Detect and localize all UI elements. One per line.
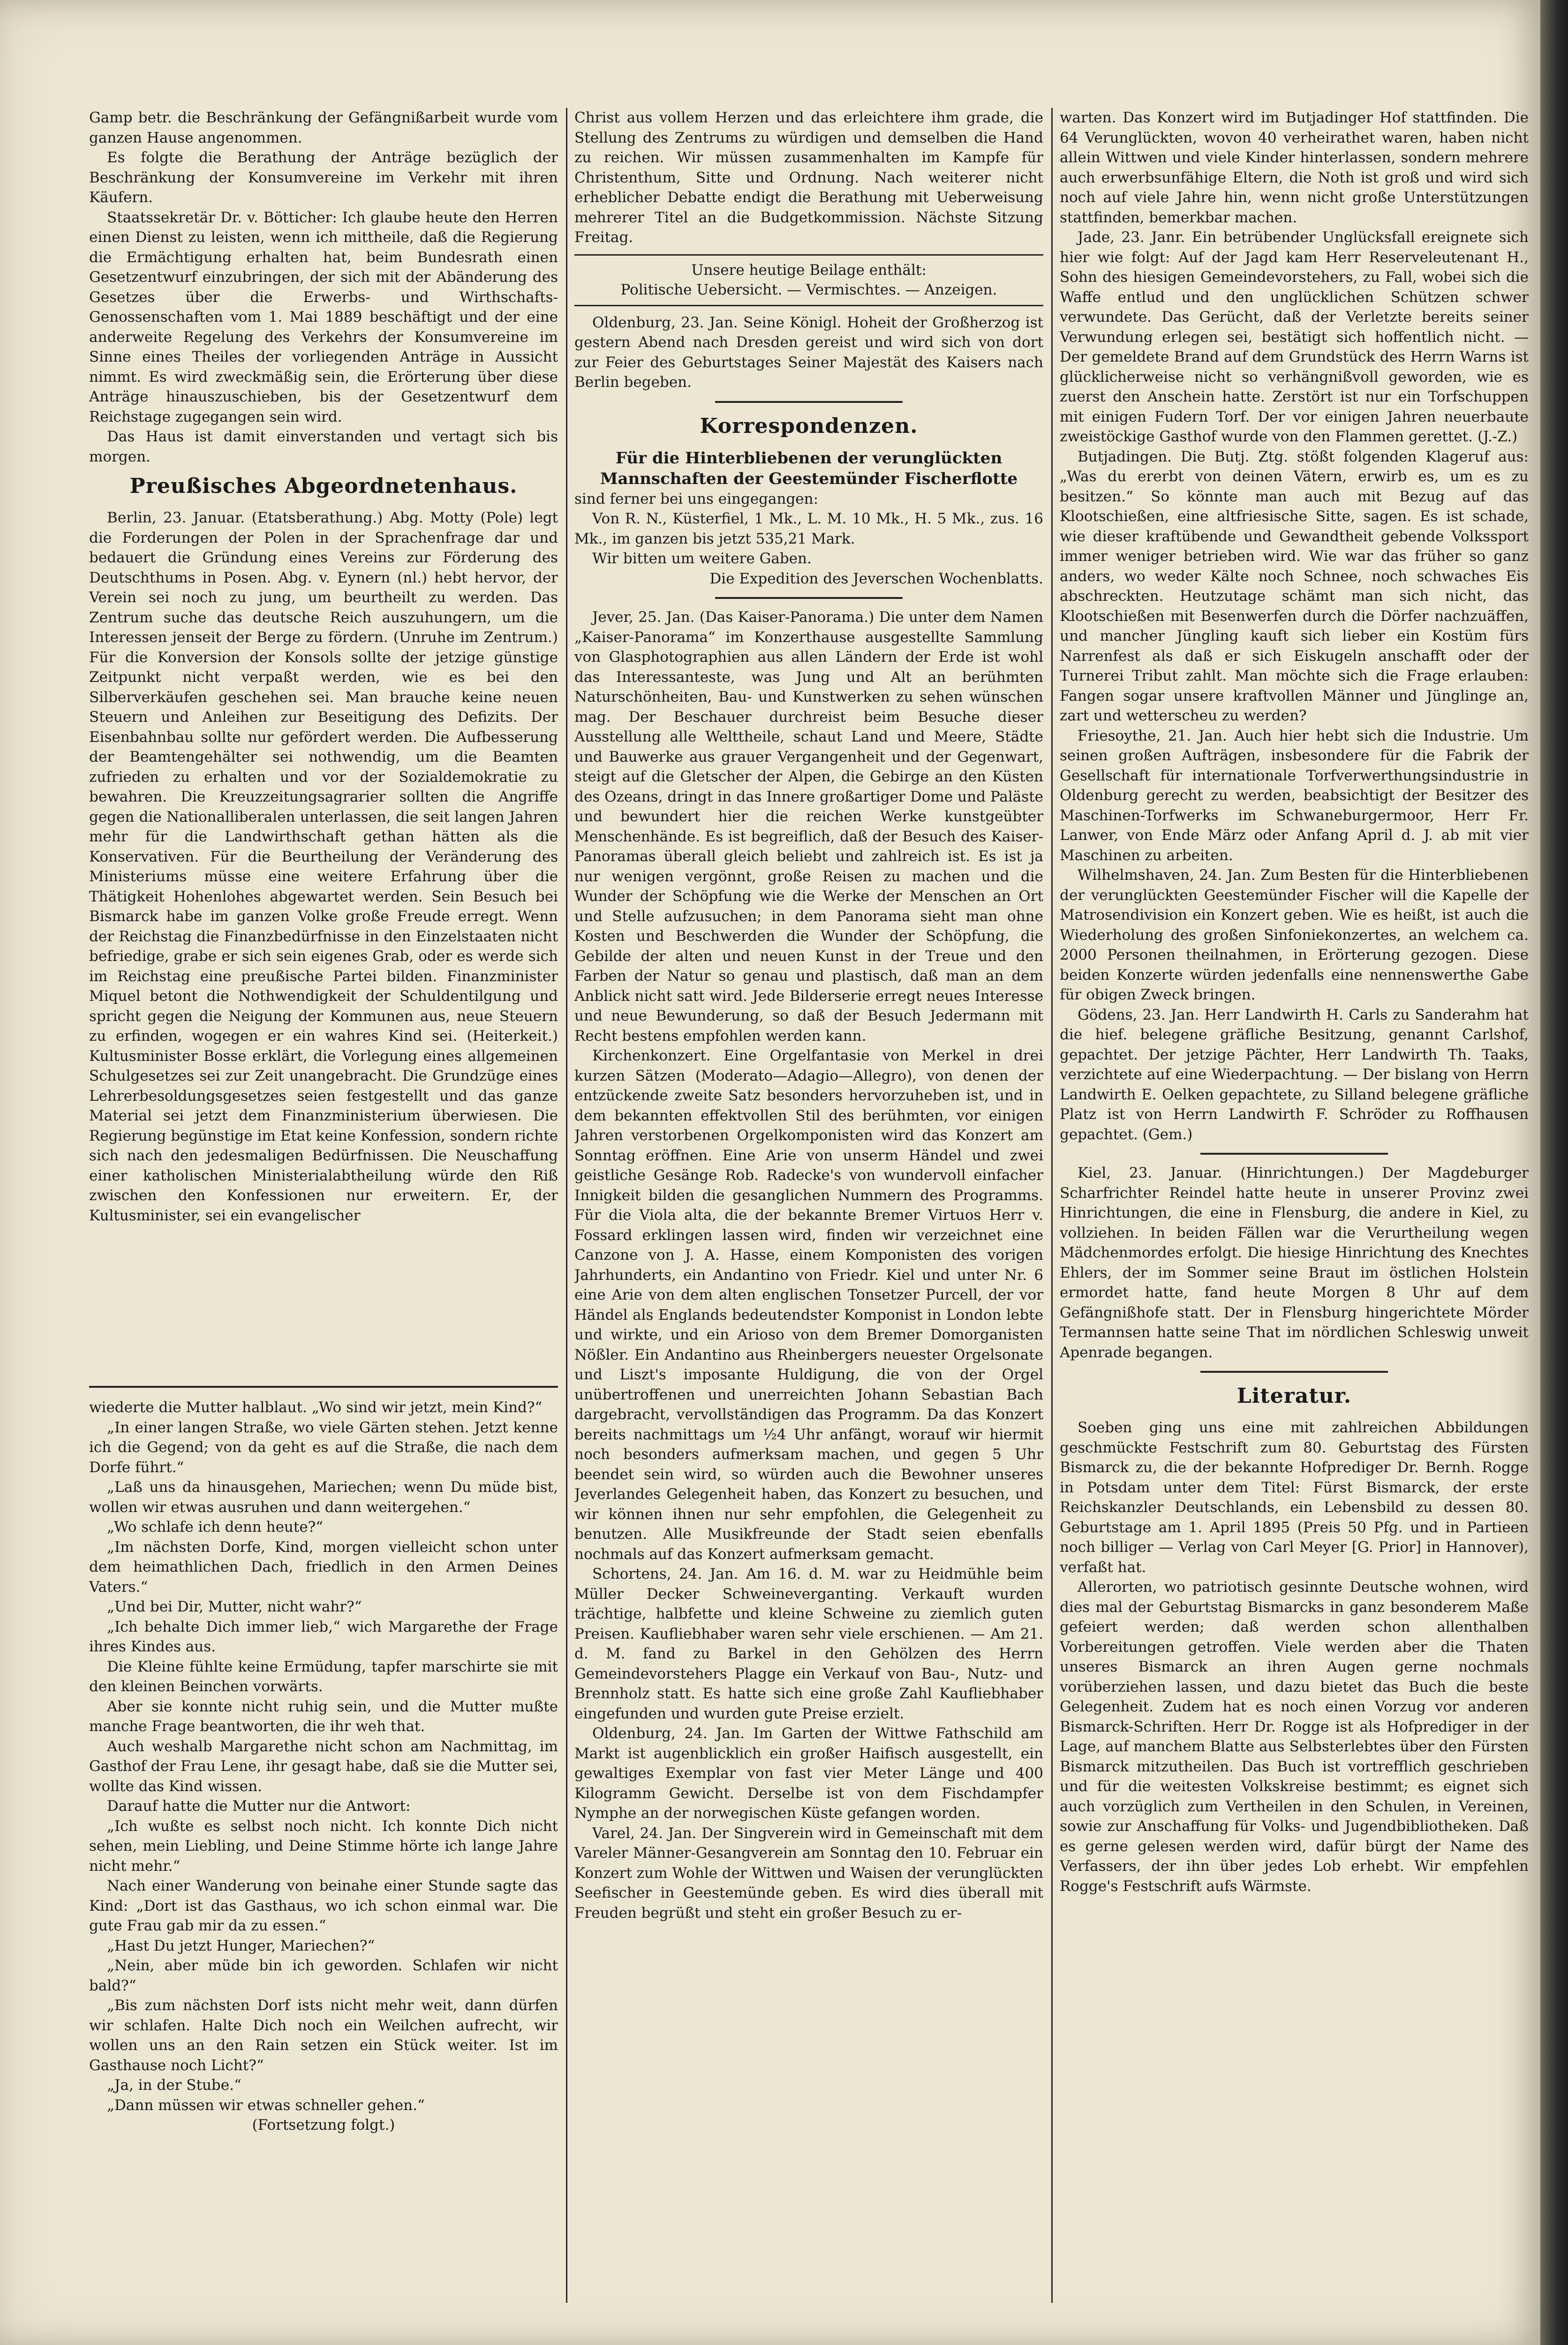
divider <box>715 401 903 403</box>
divider <box>1200 1371 1388 1373</box>
paragraph: Jade, 23. Janr. Ein betrübender Unglücksfall ereignete sich hier wie folgt: Auf der Jagd kam Herr Reserveleutenant H., Sohn des hiesigen Gemeindevorstehers, zu Fall, wobei sich die Waffe entlud und den unglücklichen Schützen schwer verwundete. Das Gerücht, daß der Verletzte bereits seiner Verwundung erlegen sei, bestätigt sich hoffentlich nicht. — Der gemeldete Brand auf dem Grundstück des Herrn Warns ist glücklicherweise nicht so verhängnißvoll geworden, wie es zuerst den Anschein hatte. Zerstört ist nur ein Torfschuppen mit einigen Fudern Torf. Der vor einigen Jahren neuerbaute zweistöckige Gasthof wurde von den Flammen gerettet. (J.-Z.) <box>1060 229 1529 445</box>
continuation-note: (Fortsetzung folgt.) <box>252 2117 395 2133</box>
feuilleton-rule <box>89 1386 558 1388</box>
feuilleton-column <box>89 1398 558 2289</box>
paragraph: „Dann müssen wir etwas schneller gehen.“ <box>107 2096 425 2114</box>
paragraph: Aber sie konnte nicht ruhig sein, und die Mutter mußte manche Frage beantworten, die ihr weh that. <box>89 1698 558 1735</box>
divider <box>1200 1153 1388 1155</box>
column-rule <box>566 108 567 2303</box>
paragraph: wiederte die Mutter halblaut. „Wo sind wir jetzt, mein Kind?“ <box>89 1399 543 1416</box>
paragraph: Auch weshalb Margarethe nicht schon am Nachmittag, im Gasthof der Frau Lene, ihr gesagt habe, daß sie die Mutter sei, wollte das Kind wissen. <box>89 1738 558 1795</box>
paragraph: Gamp betr. die Beschränkung der Gefängnißarbeit wurde vom ganzen Hause angenommen. <box>89 109 558 146</box>
supplement-contents: Politische Uebersicht. — Vermischtes. — Anzeigen. <box>620 281 997 298</box>
paragraph: Varel, 24. Jan. Der Singverein wird in Gemeinschaft mit dem Vareler Männer-Gesangverein am Sonntag den 10. Februar ein Konzert zum Wohle der Wittwen und Waisen der verunglückten Seefischer in Geestemünde geben. Es wird dies überall mit Freuden begrüßt und steht ein großer Besuch zu er- <box>574 1824 1043 1921</box>
paragraph: Nach einer Wanderung von beinahe einer Stunde sagte das Kind: „Dort ist das Gasthaus, wo ich schon einmal war. Die gute Frau gab mir da zu essen.“ <box>89 1877 558 1934</box>
column-rule <box>1051 108 1053 2303</box>
paragraph: „Wo schlafe ich denn heute?“ <box>107 1519 324 1536</box>
paragraph: „Bis zum nächsten Dorf ists nicht mehr weit, dann dürfen wir schlafen. Halte Dich noch ein Weilchen aufrecht, wir wollen uns an den Rain setzen ein Stück weiter. Ist im Gasthause noch Licht?“ <box>89 1997 558 2074</box>
paragraph: „Laß uns da hinausgehen, Mariechen; wenn Du müde bist, wollen wir etwas ausruhen und dann weitergehen.“ <box>89 1479 558 1516</box>
paragraph: sind ferner bei uns eingegangen: <box>574 490 819 507</box>
paragraph: Kirchenkonzert. Eine Orgelfantasie von Merkel in drei kurzen Sätzen (Moderato—Adagio—Allegro), von denen der entzückende zweite Satz besonders hervorzuheben ist, und in dem bekannten effektvollen Stil des berühmten, vor einigen Jahren verstorbenen Orgelkomponisten wird das Konzert am Sonntag eröffnen. Eine Arie von unserm Händel und zwei geistliche Gesänge Rob. Radecke's von wundervoll einfacher Innigkeit bilden die gesanglichen Nummern des Programms. Für die Viola alta, die der bekannte Bremer Virtuos Herr v. Fossard erklingen lassen wird, finden wir verzeichnet eine Canzone von J. A. Hasse, einem Komponisten des vorigen Jahrhunderts, ein Andantino von Friedr. Kiel und unter Nr. 6 eine Arie von dem alten englischen Tonsetzer Purcell, der vor Händel als Englands bedeutendster Komponist in London lebte und wirkte, und ein Arioso von dem Bremer Domorganisten Nößler. Ein Andantino aus Rheinbergers neuester Orgelsonate und Liszt's imposante Huldigung, die von der Orgel unübertroffenen und unerreichten Johann Sebastian Bach dargebracht, vervollständigen das Programm. Da das Konzert bereits nachmittags um ½4 Uhr anfängt, worauf wir hiermit noch besonders aufmerksam machen, und gegen 5 Uhr beendet sein wird, so würden auch die Bewohner unseres Jeverlandes Gelegenheit haben, das Konzert zu besuchen, und wir können ihnen nur sehr empfohlen, die Gelegenheit zu benutzen. Alle Musikfreunde der Stadt seien ebenfalls nochmals auf das Konzert aufmerksam gemacht. <box>574 1047 1043 1563</box>
paragraph: Das Haus ist damit einverstanden und vertagt sich bis morgen. <box>89 428 558 465</box>
supplement-title: Unsere heutige Beilage enthält: <box>691 261 927 279</box>
paragraph: „Hast Du jetzt Hunger, Mariechen?“ <box>107 1937 375 1954</box>
paragraph: Gödens, 23. Jan. Herr Landwirth H. Carls zu Sanderahm hat die hief. belegene gräfliche Besitzung, genannt Carlshof, gepachtet. Der jetzige Pächter, Herr Landwirth Th. Taaks, verzichtete auf eine Wiederpachtung. — Der bislang von Herrn Landwirth E. Oelken gepachtete, zu Silland belegene gräfliche Platz ist von Herrn Landwirth F. Schröder zu Roffhausen gepachtet. (Gem.) <box>1060 1006 1529 1143</box>
paragraph: warten. Das Konzert wird im Butjadinger Hof stattfinden. Die 64 Verunglückten, wovon 40 verheirathet waren, haben nicht allein Wittwen und viele Kinder hinterlassen, sondern mehrere auch erwerbsunfähige Eltern, die Noth ist groß und wird sich noch auf viele Jahre hin, wenn nicht große Unterstützungen stattfinden, bemerkbar machen. <box>1060 109 1529 226</box>
paragraph: Oldenburg, 23. Jan. Seine Königl. Hoheit der Großherzog ist gestern Abend nach Dresden gereist und wird sich von dort zur Feier des Geburtstages Seiner Majestät des Kaisers nach Berlin begeben. <box>574 314 1043 391</box>
paragraph: Darauf hatte die Mutter nur die Antwort: <box>107 1798 411 1815</box>
paragraph: Oldenburg, 24. Jan. Im Garten der Wittwe Fathschild am Markt ist augenblicklich ein großer Haifisch ausgestellt, ein gewaltiges Exemplar von fast vier Meter Länge und 400 Kilogramm Gewicht. Derselbe ist von dem Fischdampfer Nymphe an der norwegischen Küste gefangen worden. <box>574 1725 1043 1822</box>
paragraph: Es folgte die Berathung der Anträge bezüglich der Beschränkung der Konsumvereine im Verkehr mit ihren Käufern. <box>89 149 558 206</box>
subheading: Für die Hinterbliebenen der verunglückten Mannschaften der Geestemünder Fischerflotte <box>600 448 1018 488</box>
paragraph: „Ja, in der Stube.“ <box>107 2077 241 2094</box>
paragraph: „Im nächsten Dorfe, Kind, morgen vielleicht schon unter dem heimathlichen Dach, friedlich in den Armen Deines Vaters.“ <box>89 1538 558 1596</box>
paragraph: Wir bitten um weitere Gaben. <box>592 550 812 567</box>
paragraph: „Ich behalte Dich immer lieb,“ wich Margarethe der Frage ihres Kindes aus. <box>89 1618 558 1655</box>
page-edge-shadow <box>1540 0 1568 2345</box>
signature: Die Expedition des Jeverschen Wochenblatts. <box>709 570 1043 587</box>
column-3 <box>1060 108 1529 2312</box>
paragraph: Jever, 25. Jan. (Das Kaiser-Panorama.) Die unter dem Namen „Kaiser-Panorama“ im Konzerthause ausgestellte Sammlung von Glasphotographien aus allen Ländern der Erde ist wohl das Interessanteste, was Jung und Alt an berühmten Naturschönheiten, Bau- und Kunstwerken zu sehen wünschen mag. Der Beschauer durchreist beim Besuche dieser Ausstellung alle Welttheile, schaut Land und Meere, Städte und Bauwerke aus grauer Vergangenheit und der Gegenwart, steigt auf die Gletscher der Alpen, die Gebirge an den Küsten des Ozeans, dringt in das Innere großartiger Dome und Paläste und bewundert hier die reichen Werke kunstgeübter Menschenhände. Es ist begreiflich, daß der Besuch des Kaiser-Panoramas überall gleich beliebt und zahlreich ist. Es ist ja nur wenigen vergönnt, große Reisen zu machen und die Wunder der Schöpfung wie die Werke der Menschen an Ort und Stelle aufzusuchen; in dem Panorama sieht man ohne Kosten und Beschwerden die Wunder der Schöpfung, die Gebilde der alten und neuen Kunst in der Treue und den Farben der Natur so genau und plastisch, daß man an dem Anblick nicht satt wird. Jede Bilderserie erregt neues Interesse und neue Bewunderung, so daß der Besuch Jedermann mit Recht bestens empfohlen werden kann. <box>574 609 1043 1044</box>
paragraph: Staatssekretär Dr. v. Bötticher: Ich glaube heute den Herren einen Dienst zu leisten, wenn ich mittheile, daß die Regierung die Ermächtigung erhalten hat, beim Bundesrath einen Gesetzentwurf einzubringen, der sich mit der Abänderung des Gesetzes über die Erwerbs- und Wirthschafts-Genossenschaften vom 1. Mai 1889 beschäftigt und der eine anderweite Regelung des Verkehrs der Konsumvereine im Sinne eines Theiles der vorliegenden Anträge in Aussicht nimmt. Es wird zweckmäßig sein, die Erörterung über diese Anträge hinauszuschieben, bis der Gesetzentwurf dem Reichstage zugegangen sein wird. <box>89 209 558 425</box>
section-heading: Literatur. <box>1236 1384 1352 1408</box>
supplement-notice <box>574 254 1043 306</box>
paragraph: Die Kleine fühlte keine Ermüdung, tapfer marschirte sie mit den kleinen Beinchen vorwärts. <box>89 1658 558 1695</box>
paragraph: Christ aus vollem Herzen und das erleichtere ihm grade, die Stellung des Zentrums zu würdigen und demselben die Hand zu reichen. Wir müssen zusammenhalten im Kampfe für Christenthum, Sitte und Ordnung. Nach weiterer nicht erheblicher Debatte endigt die Berathung mit Ueberweisung mehrerer Titel an die Budgetkommission. Nächste Sitzung Freitag. <box>574 109 1043 246</box>
column-2 <box>574 108 1043 2312</box>
paragraph: „In einer langen Straße, wo viele Gärten stehen. Jetzt kenne ich die Gegend; von da geht es auf die Straße, die nach dem Dorfe führt.“ <box>89 1419 558 1476</box>
paragraph: Butjadingen. Die Butj. Ztg. stößt folgenden Klageruf aus: „Was du ererbt von deinen Vätern, erwirb es, um es zu besitzen.“ So könnte man auch mit Bezug auf das Klootschießen, eine altfriesische Sitte, sagen. Es ist schade, wie dieser kraftübende und Gewandtheit gebende Volkssport immer weniger betrieben wird. Wie war das früher so ganz anders, wo weder Kälte noch Schnee, noch schwaches Eis abschreckten. Heutzutage schämt man sich nicht, das Klootschießen mit Besenwerfen durch die Dörfer nachzuäffen, und mancher Jüngling kauft sich lieber ein Kostüm fürs Narrenfest als daß er sich Eiskugeln anschafft oder der Turnerei Tribut zahlt. Man möchte sich die Frage erlauben: Fangen sogar unsere kraftvollen Männer und Jünglinge an, zart und wetterscheu zu werden? <box>1060 448 1529 724</box>
paragraph: Allerorten, wo patriotisch gesinnte Deutsche wohnen, wird dies mal der Geburtstag Bismarcks in ganz besonderem Maße gefeiert werden; daß werden schon allenthalben Vorbereitungen getroffen. Viele werden aber die Thaten unseres Bismarck an ihren Augen gerne nochmals vorüberziehen lassen, und dazu bietet das Buch die beste Gelegenheit. Zudem hat es noch einen Vorzug vor anderen Bismarck-Schriften. Herr Dr. Rogge ist als Hofprediger in der Lage, auf manchem Blatte aus Selbsterlebtes über den Fürsten Bismarck mitzutheilen. Das Buch ist vortrefflich geschrieben und für die weitesten Volkskreise bestimmt; es eignet sich auch vorzüglich zum Vertheilen in den Schulen, in Vereinen, sowie zur Anschaffung für Volks- und Jugendbibliotheken. Daß es gerne gelesen werden wird, dafür bürgt der Name des Verfassers, der ihn über jedes Lob erhebt. Wir empfehlen Rogge's Festschrift aufs Wärmste. <box>1060 1579 1529 1895</box>
divider <box>715 597 903 599</box>
paragraph: „Und bei Dir, Mutter, nicht wahr?“ <box>107 1598 362 1615</box>
paragraph: Von R. N., Küsterfiel, 1 Mk., L. M. 10 Mk., H. 5 Mk., zus. 16 Mk., im ganzen bis jetzt 535,21 Mark. <box>574 510 1043 547</box>
paragraph: Friesoythe, 21. Jan. Auch hier hebt sich die Industrie. Um seinen großen Aufträgen, insbesondere für die Fabrik der Gesellschaft für internationale Torfverwerthungsindustrie in Oldenburg gerecht zu werden, beabsichtigt der Besitzer des Maschinen-Torfwerks im Schwaneburgermoor, Herr Fr. Lanwer, von Ende März oder Anfang April d. J. ab mit vier Maschinen zu arbeiten. <box>1060 727 1529 864</box>
column-1 <box>89 108 558 1374</box>
paragraph: „Nein, aber müde bin ich geworden. Schlafen wir nicht bald?“ <box>89 1957 558 1994</box>
paragraph: Berlin, 23. Januar. (Etatsberathung.) Abg. Motty (Pole) legt die Forderungen der Polen in der Sprachenfrage dar und bedauert die Gründung eines Vereins zur Förderung des Deutschthums in Posen. Abg. v. Eynern (nl.) hebt hervor, der Verein sei noch zu jung, um beurtheilt zu werden. Das Zentrum suche das deutsche Reich auszuhungern, um die Interessen jenseit der Berge zu fördern. (Unruhe im Zentrum.) Für die Konversion der Konsols sollte der jetzige günstige Zeitpunkt nicht verpaßt werden, wie es bei den Silberverkäufen geschehen sei. Man brauche keine neuen Steuern und Anleihen zur Beseitigung des Defizits. Der Eisenbahnbau sollte nur gefördert werden. Die Aufbesserung der Beamtengehälter sei nothwendig, um die Beamten zufrieden zu erhalten und vor der Sozialdemokratie zu bewahren. Die Kreuzzeitungsagrarier sollten die Angriffe gegen die Nationalliberalen unterlassen, die seit langen Jahren mehr für die Landwirthschaft gethan hätten als die Konservativen. Für die Beurtheilung der Veränderung des Ministeriums müsse eine weitere Erfahrung über die Thätigkeit Hohenlohes abgewartet werden. Sein Besuch bei Bismarck habe im ganzen Volke große Freude erregt. Wenn der Reichstag die Finanzbedürfnisse in den Einzelstaaten nicht befriedige, grabe er sich sein eigenes Grab, oder es werde sich im Reichstag eine preußische Partei bilden. Finanzminister Miquel betont die Nothwendigkeit der Schuldentilgung und spricht gegen die Neigung der Kommunen aus, neue Steuern zu erfinden, wogegen er ein wahres Kind sei. (Heiterkeit.) Kultusminister Bosse erklärt, die Vorlegung eines allgemeinen Schulgesetzes sei zur Zeit unangebracht. Die Grundzüge eines Lehrerbesoldungsgesetzes seien festgestellt und das ganze Material sei jetzt dem Finanzministerium überwiesen. Die Regierung begünstige im Etat keine Konfession, sondern richte sich nach den jedesmaligen Bedürfnissen. Die Neuschaffung einer katholischen Ministerialabtheilung würde den Riß zwischen den Konfessionen nur erweitern. Er, der Kultusminister, sei ein evangelischer <box>89 509 558 1224</box>
paragraph: Wilhelmshaven, 24. Jan. Zum Besten für die Hinterbliebenen der verunglückten Geestemünder Fischer will die Kapelle der Matrosendivision ein Konzert geben. Wie es heißt, ist auch die Wiederholung des großen Sinfoniekonzertes, an welchem ca. 2000 Personen theilnahmen, in Erörterung gezogen. Diese beiden Konzerte würden jedenfalls eine nennenswerthe Gabe für obigen Zweck bringen. <box>1060 867 1529 1003</box>
section-heading: Korrespondenzen. <box>700 414 918 438</box>
paragraph: Soeben ging uns eine mit zahlreichen Abbildungen geschmückte Festschrift zum 80. Geburtstag des Fürsten Bismarck zu, die der bekannte Hofprediger Dr. Bernh. Rogge in Potsdam unter dem Titel: Fürst Bismarck, der erste Reichskanzler Deutschlands, ein Lebensbild zu dessen 80. Geburtstage am 1. April 1895 (Preis 50 Pfg. und in Partieen noch billiger — Verlag von Carl Meyer [G. Prior] in Hannover), verfaßt hat. <box>1060 1419 1529 1576</box>
paragraph: Kiel, 23. Januar. (Hinrichtungen.) Der Magdeburger Scharfrichter Reindel hatte heute in unserer Provinz zwei Hinrichtungen, die eine in Flensburg, die andere in Kiel, zu vollziehen. In beiden Fällen war die Verurtheilung wegen Mädchenmordes erfolgt. Die hiesige Hinrichtung des Knechtes Ehlers, der im Sommer seine Braut im östlichen Holstein ermordet hatte, fand heute Morgen 8 Uhr auf dem Gefängnißhofe statt. Der in Flensburg hingerichtete Mörder Termannsen hatte seine That im nördlichen Schleswig unweit Apenrade begangen. <box>1060 1165 1529 1361</box>
paragraph: Schortens, 24. Jan. Am 16. d. M. war zu Heidmühle beim Müller Decker Schweineverganting. Verkauft wurden trächtige, halbfette und kleine Schweine zu ziemlich guten Preisen. Kaufliebhaber waren sehr viele erschienen. — Am 21. d. M. fand zu Barkel in den Gehölzen des Herrn Gemeindevorstehers Plagge ein Verkauf von Bau-, Nutz- und Brennholz statt. Es hatte sich eine große Zahl Kaufliebhaber eingefunden und wurden gute Preise erzielt. <box>574 1566 1043 1722</box>
section-heading: Preußisches Abgeordnetenhaus. <box>129 474 518 498</box>
paragraph: „Ich wußte es selbst noch nicht. Ich konnte Dich nicht sehen, mein Liebling, und Deine Stimme hörte ich lange Jahre nicht mehr.“ <box>89 1817 558 1875</box>
